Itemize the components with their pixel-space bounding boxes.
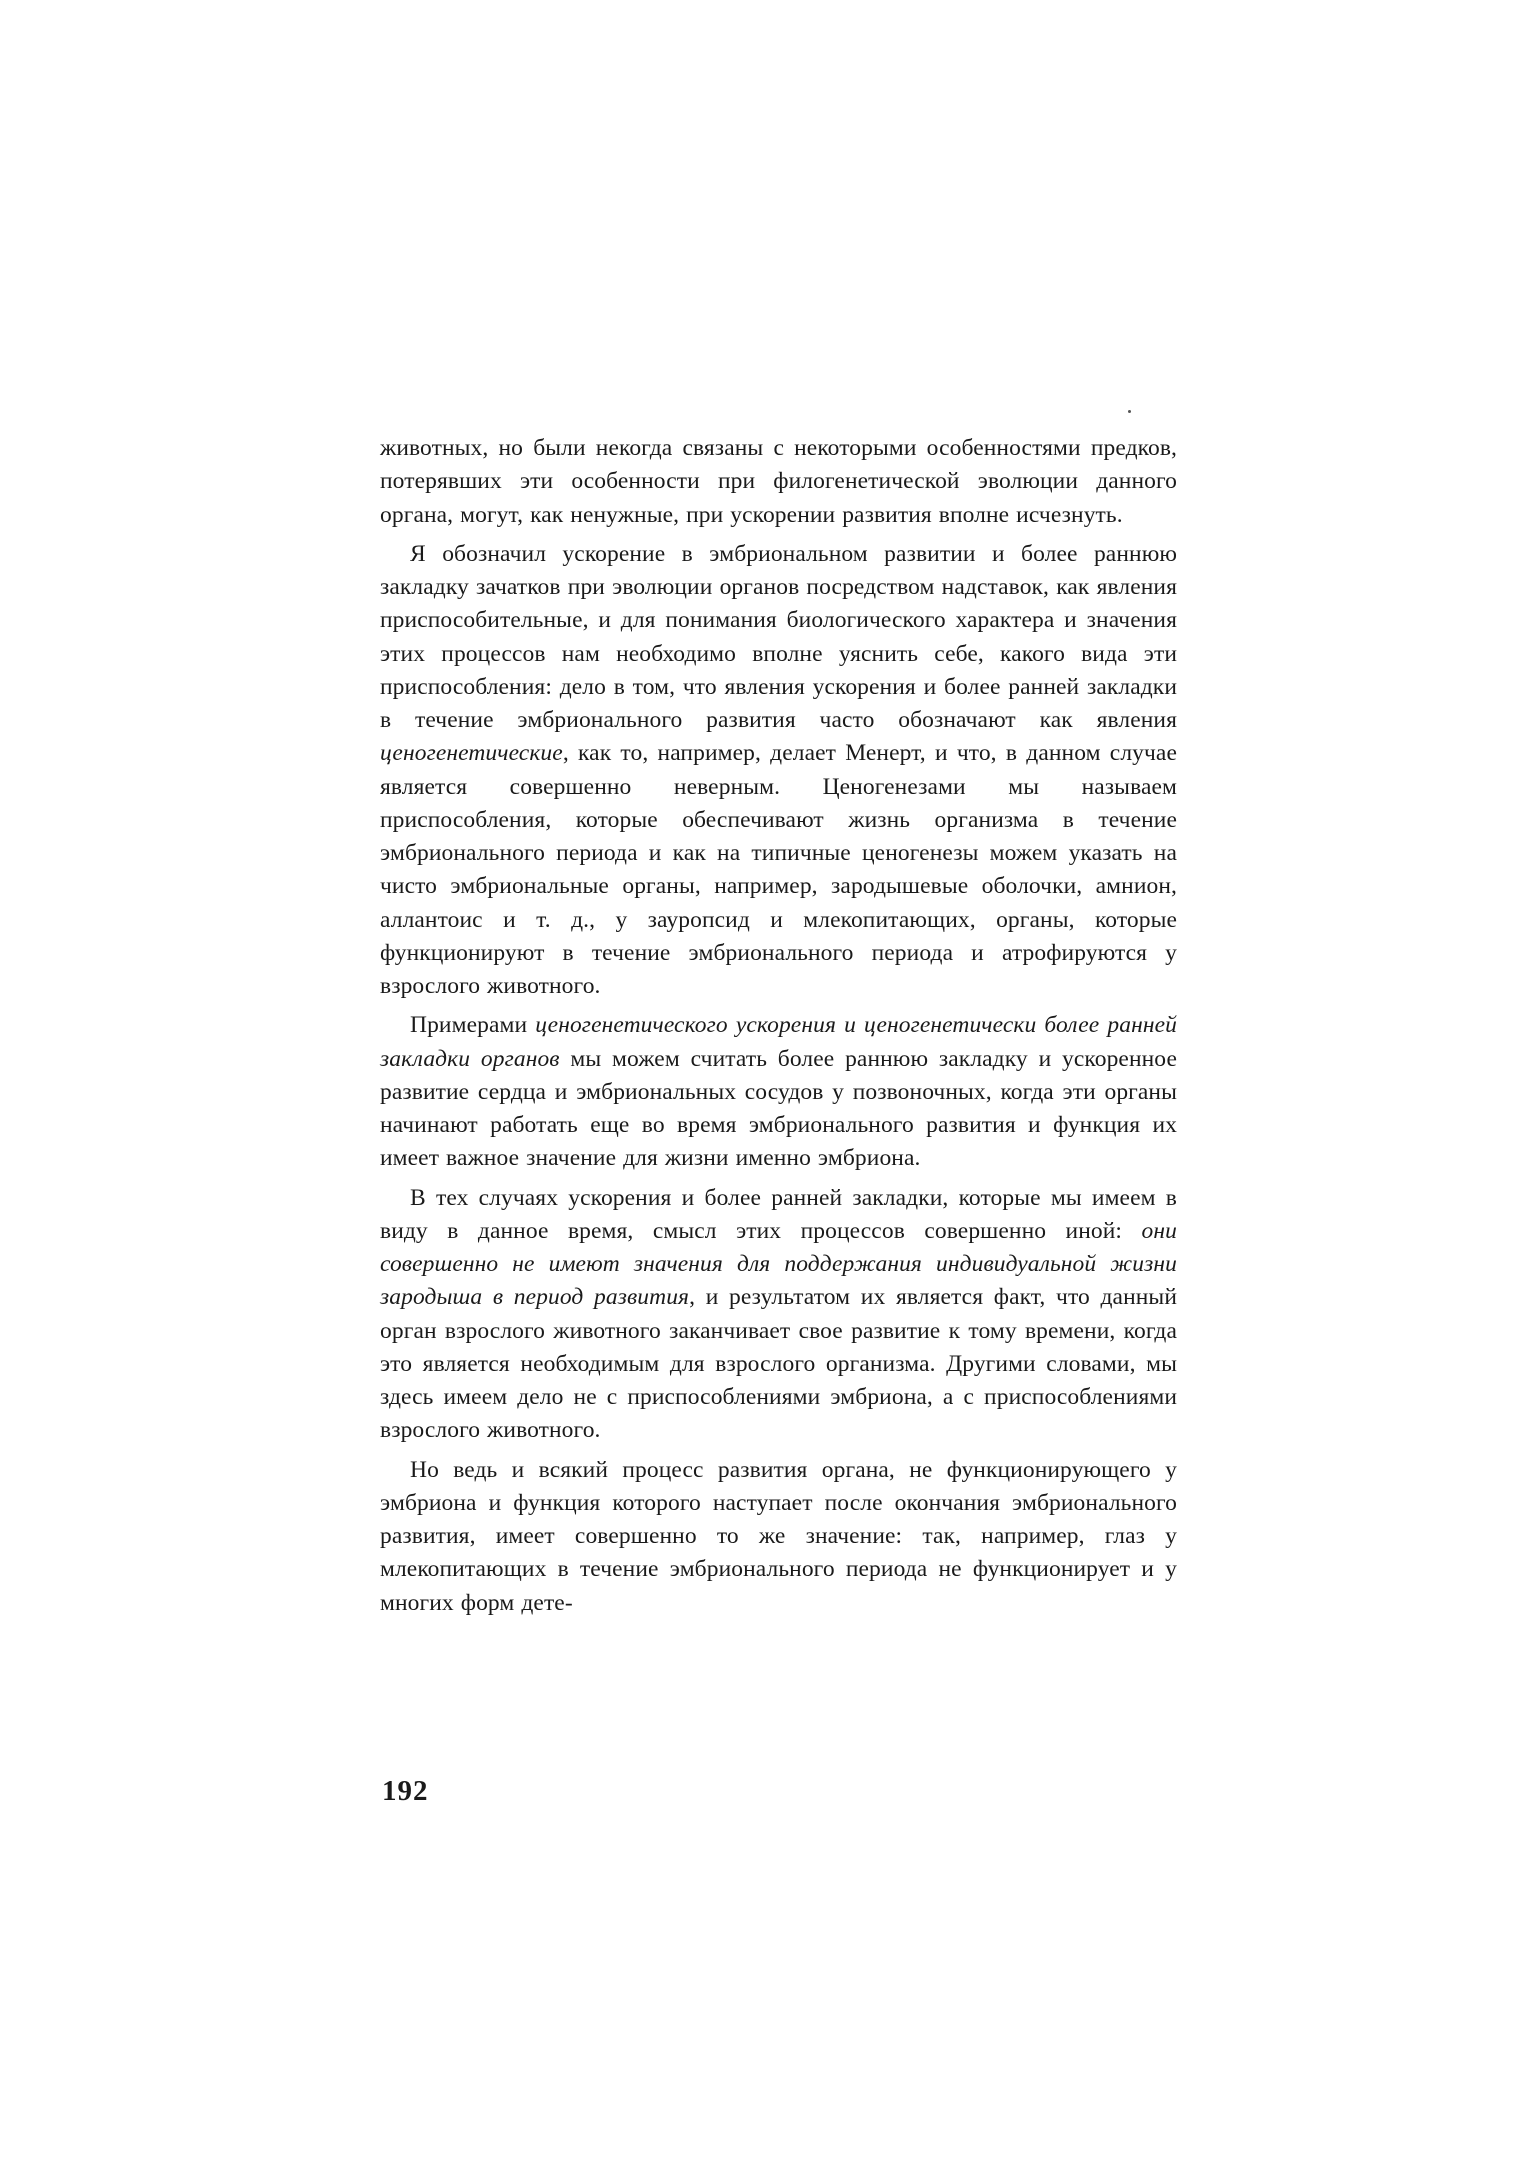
text-run: Примерами (410, 1012, 536, 1039)
print-speck (1128, 410, 1131, 413)
paragraph (380, 1182, 1177, 1448)
text-run: Я обозначил ускорение в эмбриональном развитии и более раннюю закладку зачатков при эволюции органов посредством надставок, как явления приспособительные, и для понимания биологического характера и значения этих процессов нам необходимо вполне уяснить себе, какого вида эти приспособления: дело в том, что явления ускорения и более ранней закладки в течение эмбрионального развития часто обозначают как явления (380, 540, 1177, 733)
text-run: , как то, например, делает Менерт, и что, в данном случае является совершенно неверным. Ценогенезами мы называем приспособления, которые обеспечивают жизнь организма в течение эмбрионального периода и как на типичные ценогенезы можем указать на чисто эмбриональные органы, например, зародышевые оболочки, амнион, аллантоис и т. д., у зауропсид и млекопитающих, органы, которые функционируют в течение эмбрионального периода и атрофируются у взрослого животного. (380, 740, 1177, 999)
paragraph (380, 1454, 1177, 1620)
text-run: мы можем считать более раннюю закладку и ускоренное развитие сердца и эмбриональных сосудов у позвоночных, когда эти органы начинают работать еще во время эмбрионального развития и функция их имеет важное значение для жизни именно эмбриона. (380, 1045, 1177, 1172)
paragraph (380, 432, 1177, 532)
text-run: В тех случаях ускорения и более ранней закладки, которые мы имеем в виду в данное время, смысл этих процессов совершенно иной: (380, 1184, 1177, 1244)
text-run: Но ведь и всякий процесс развития органа, не функционирующего у эмбриона и функция которого наступает после окончания эмбрионального развития, имеет совершенно то же значение: так, например, глаз у млекопитающих в течение эмбрионального периода не функционирует и у многих форм дете- (380, 1456, 1177, 1616)
page-number: 192 (382, 1775, 429, 1807)
italic-text-run: ценогенетического ускорения и ценогенетически более ранней закладки органов (380, 1012, 1177, 1072)
body-text (380, 432, 1177, 1620)
text-run: животных, но были некогда связаны с некоторыми особенностями предков, потерявших эти особенности при филогенетической эволюции данного органа, могут, как ненужные, при ускорении развития вполне исчезнуть. (380, 435, 1177, 528)
text-run: , и результатом их является факт, что данный орган взрослого животного заканчивает свое развитие к тому времени, когда это является необходимым для взрослого организма. Другими словами, мы здесь имеем дело не с приспособлениями эмбриона, а с приспособлениями взрослого животного. (380, 1284, 1177, 1444)
paragraph (380, 538, 1177, 1004)
italic-text-run: они совершенно не имеют значения для поддержания индивидуальной жизни зародыша в период развития (380, 1217, 1177, 1311)
italic-text-run: ценогенетические (380, 740, 563, 767)
paragraph (380, 1009, 1177, 1175)
